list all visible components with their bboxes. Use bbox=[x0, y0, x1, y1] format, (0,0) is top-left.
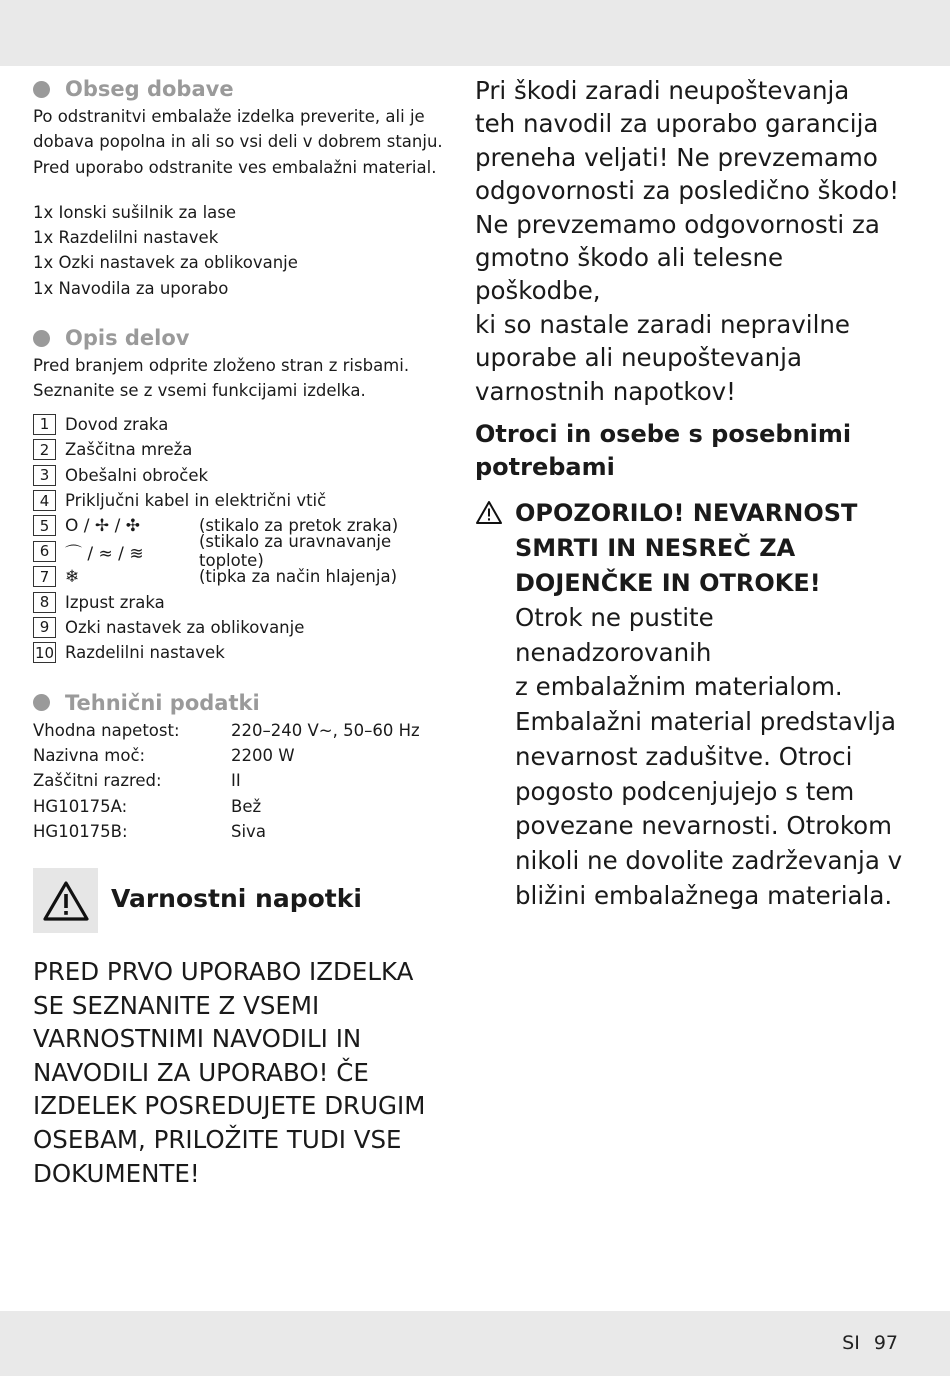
spec-row: HG10175B: Siva bbox=[33, 821, 266, 841]
child-warning-text: Otrok ne pustite nenadzorovanih z embalažnim materialom. Embalažni material predstavlja nevarnost zadušitve. Otroci pogosto podcenjujejo s tem povezane nevarnosti. Otrokom nikoli ne dovolite zadrževanja v bližini embalažnega materiala. bbox=[515, 603, 903, 910]
part-number: 6 bbox=[33, 541, 56, 562]
page-footer bbox=[842, 1332, 898, 1354]
list-item: 1x Ionski sušilnik za lase bbox=[33, 202, 237, 222]
warning-icon bbox=[475, 500, 503, 525]
part-number: 7 bbox=[33, 566, 56, 587]
part-number: 4 bbox=[33, 490, 56, 511]
scope-heading: Obseg dobave bbox=[33, 74, 453, 104]
part-label: Razdelilni nastavek bbox=[65, 643, 225, 663]
part-label: Obešalni obroček bbox=[65, 465, 209, 485]
specs-table bbox=[33, 718, 453, 844]
part-label: (stikalo za uravnavanje toplote) bbox=[199, 532, 392, 571]
parts-text: Pred branjem odprite zloženo stran z risbami. Seznanite se z vsemi funkcijami izdelka. bbox=[33, 356, 410, 401]
part-row bbox=[33, 488, 453, 513]
part-label: (stikalo za pretok zraka) bbox=[199, 516, 399, 536]
part-number: 3 bbox=[33, 465, 56, 486]
bullet-icon bbox=[33, 330, 50, 347]
spec-row: Vhodna napetost: 220–240 V~, 50–60 Hz bbox=[33, 720, 420, 740]
part-row bbox=[33, 589, 453, 614]
part-number: 5 bbox=[33, 515, 56, 536]
warning-icon-box bbox=[33, 868, 98, 933]
part-row bbox=[33, 412, 453, 437]
heat-symbols-icon: ⌒ / ≈ / ≋ bbox=[65, 543, 144, 564]
spec-row: Zaščitni razred: II bbox=[33, 771, 241, 791]
part-number: 9 bbox=[33, 617, 56, 638]
spec-row: HG10175A: Bež bbox=[33, 796, 262, 816]
bullet-icon bbox=[33, 694, 50, 711]
part-label: (tipka za način hlajenja) bbox=[199, 567, 398, 587]
part-number: 2 bbox=[33, 439, 56, 460]
list-item: 1x Razdelilni nastavek bbox=[33, 228, 219, 248]
specs-heading: Tehnični podatki bbox=[33, 688, 453, 718]
part-row bbox=[33, 532, 453, 571]
top-band bbox=[0, 0, 950, 66]
part-label: Priključni kabel in električni vtič bbox=[65, 491, 327, 511]
part-row bbox=[33, 462, 453, 487]
airflow-symbols-icon: O / ✢ / ✣ bbox=[65, 515, 140, 536]
child-warning bbox=[475, 496, 915, 913]
part-row bbox=[33, 564, 453, 589]
scope-text: Po odstranitvi embalaže izdelka preverite, ali je dobava popolna in ali so vsi deli v dobrem stanju. Pred uporabo odstranite ves embalažni material. bbox=[33, 107, 443, 177]
warranty-text: Pri škodi zaradi neupoštevanja teh navodil za uporabo garancija preneha veljati! Ne prevzemamo odgovornosti za posledično škodo! Ne prevzemamo odgovornosti za gmotno škodo ali telesne poškodbe, ki so nastale zaradi nepravilne uporabe ali neupoštevanja varnostnih napotkov! bbox=[475, 76, 900, 406]
part-number: 10 bbox=[34, 643, 55, 662]
part-label: Dovod zraka bbox=[65, 414, 169, 434]
bullet-icon bbox=[33, 81, 50, 98]
scope-items bbox=[33, 200, 453, 301]
list-item: 1x Ozki nastavek za oblikovanje bbox=[33, 253, 298, 273]
snowflake-icon: ❄ bbox=[65, 566, 80, 587]
part-label: Ozki nastavek za oblikovanje bbox=[65, 617, 305, 637]
part-row bbox=[33, 640, 453, 665]
language-code: SI bbox=[842, 1332, 860, 1354]
warning-icon bbox=[42, 880, 90, 922]
left-column bbox=[33, 74, 453, 844]
bottom-band bbox=[0, 1311, 950, 1376]
parts-list bbox=[33, 412, 453, 666]
safety-heading: Varnostni napotki bbox=[111, 884, 362, 913]
children-heading: Otroci in osebe s posebnimi potrebami bbox=[475, 420, 852, 482]
spec-row: Nazivna moč: 2200 W bbox=[33, 746, 295, 766]
page-number: 97 bbox=[873, 1332, 898, 1354]
list-item: 1x Navodila za uporabo bbox=[33, 278, 229, 298]
part-label: Zaščitna mreža bbox=[65, 440, 193, 460]
safety-caps-text: PRED PRVO UPORABO IZDELKA SE SEZNANITE Z VSEMI VARNOSTNIMI NAVODILI IN NAVODILI ZA UPORABO! ČE IZDELEK POSREDUJETE DRUGIM OSEBAM, PRILOŽITE TUDI VSE DOKUMENTE! bbox=[33, 957, 426, 1188]
part-number: 8 bbox=[33, 592, 56, 613]
part-row bbox=[33, 615, 453, 640]
part-label: Izpust zraka bbox=[65, 592, 165, 612]
parts-heading: Opis delov bbox=[33, 323, 453, 353]
right-column bbox=[475, 74, 915, 913]
part-row bbox=[33, 437, 453, 462]
part-number: 1 bbox=[33, 414, 56, 435]
child-warning-heading: OPOZORILO! NEVARNOST SMRTI IN NESREČ ZA DOJENČKE IN OTROKE! bbox=[515, 499, 858, 598]
